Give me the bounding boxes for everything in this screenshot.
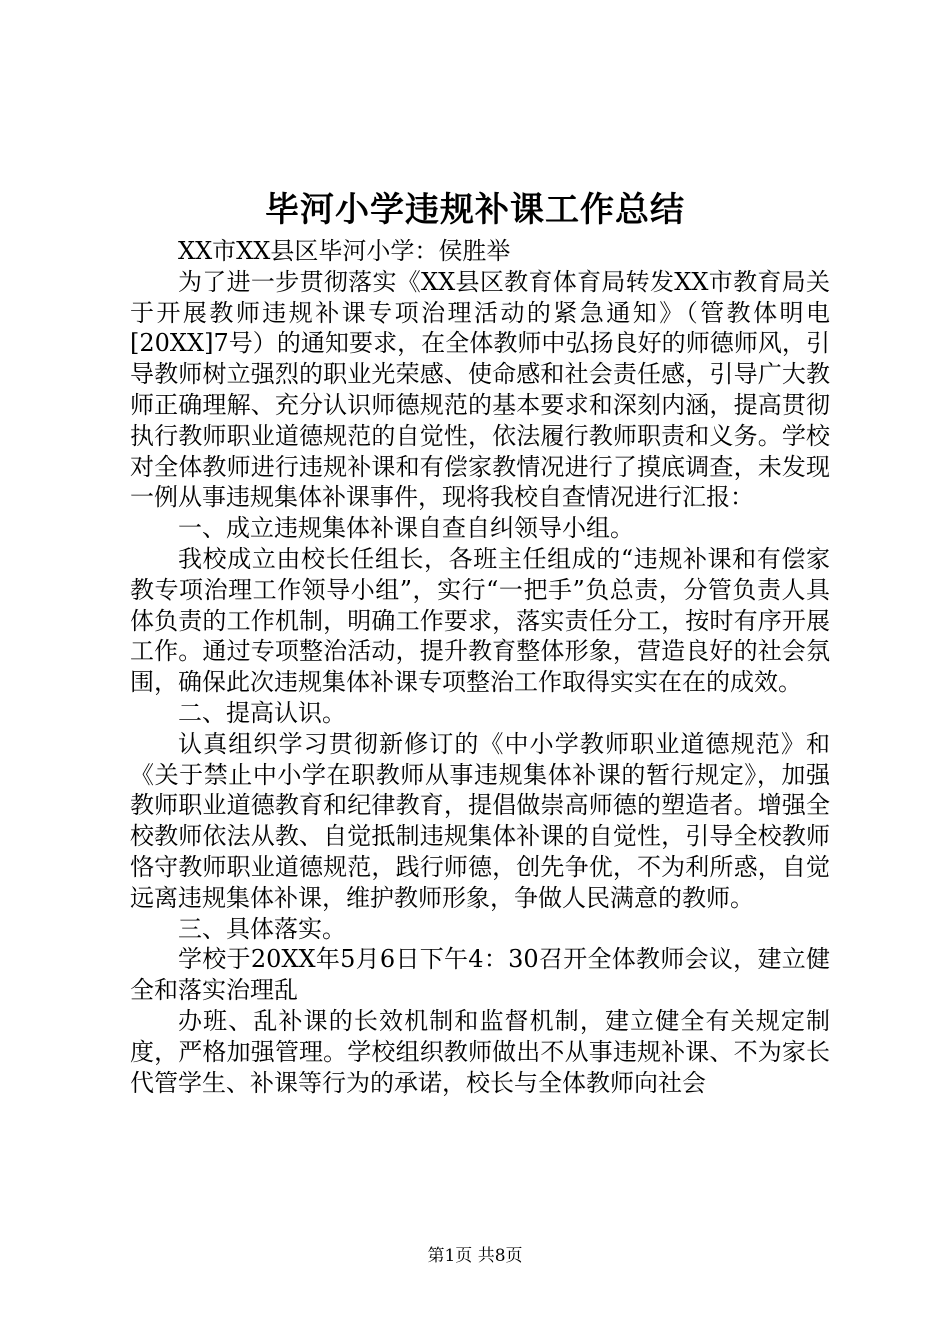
section-heading-1: 一、成立违规集体补课自查自纠领导小组。 bbox=[178, 514, 634, 543]
document-body bbox=[130, 236, 830, 1098]
intro-paragraph: 为了进一步贯彻落实《XX县区教育体育局转发XX市教育局关于开展教师违规补课专项治理活动的紧急通知》（管教体明电[20XX]7号）的通知要求，在全体教师中弘扬良好的师德师风，引导教师树立强烈的职业光荣感、使命感和社会责任感，引导广大教师正确理解、充分认识师德规范的基本要求和深刻内涵，提高贯彻执行教师职业道德规范的自觉性，依法履行教师职责和义务。学校对全体教师进行违规补课和有偿家教情况进行了摸底调查，未发现一例从事违规集体补课事件，现将我校自查情况进行汇报： bbox=[130, 267, 830, 512]
section-heading-3: 三、具体落实。 bbox=[178, 914, 346, 943]
section-1-paragraph: 我校成立由校长任组长，各班主任组成的“违规补课和有偿家教专项治理工作领导小组”，实行“一把手”负总责，分管负责人具体负责的工作机制，明确工作要求，落实责任分工，按时有序开展工作。通过专项整治活动，提升教育整体形象，营造良好的社会氛围，确保此次违规集体补课专项整治工作取得实实在在的成效。 bbox=[130, 544, 830, 697]
section-2-paragraph: 认真组织学习贯彻新修订的《中小学教师职业道德规范》和《关于禁止中小学在职教师从事违规集体补课的暂行规定》，加强教师职业道德教育和纪律教育，提倡做崇高师德的塑造者。增强全校教师依法从教、自觉抵制违规集体补课的自觉性，引导全校教师恪守教师职业道德规范，践行师德，创先争优，不为利所惑，自觉远离违规集体补课，维护教师形象，争做人民满意的教师。 bbox=[130, 729, 830, 912]
page-number: 第1页 共8页 bbox=[427, 1246, 523, 1266]
section-3-paragraph: 学校于20XX年5月6日下午4：30召开全体教师会议，建立健全和落实治理乱 bbox=[130, 945, 830, 1005]
document-title: 毕河小学违规补课工作总结 bbox=[265, 190, 685, 230]
author-line: XX市XX县区毕河小学：侯胜举 bbox=[178, 237, 511, 265]
section-3-continuation: 办班、乱补课的长效机制和监督机制，建立健全有关规定制度，严格加强管理。学校组织教师做出不从事违规补课、不为家长代管学生、补课等行为的承诺，校长与全体教师向社会 bbox=[130, 1006, 830, 1097]
section-heading-2: 二、提高认识。 bbox=[178, 698, 346, 727]
